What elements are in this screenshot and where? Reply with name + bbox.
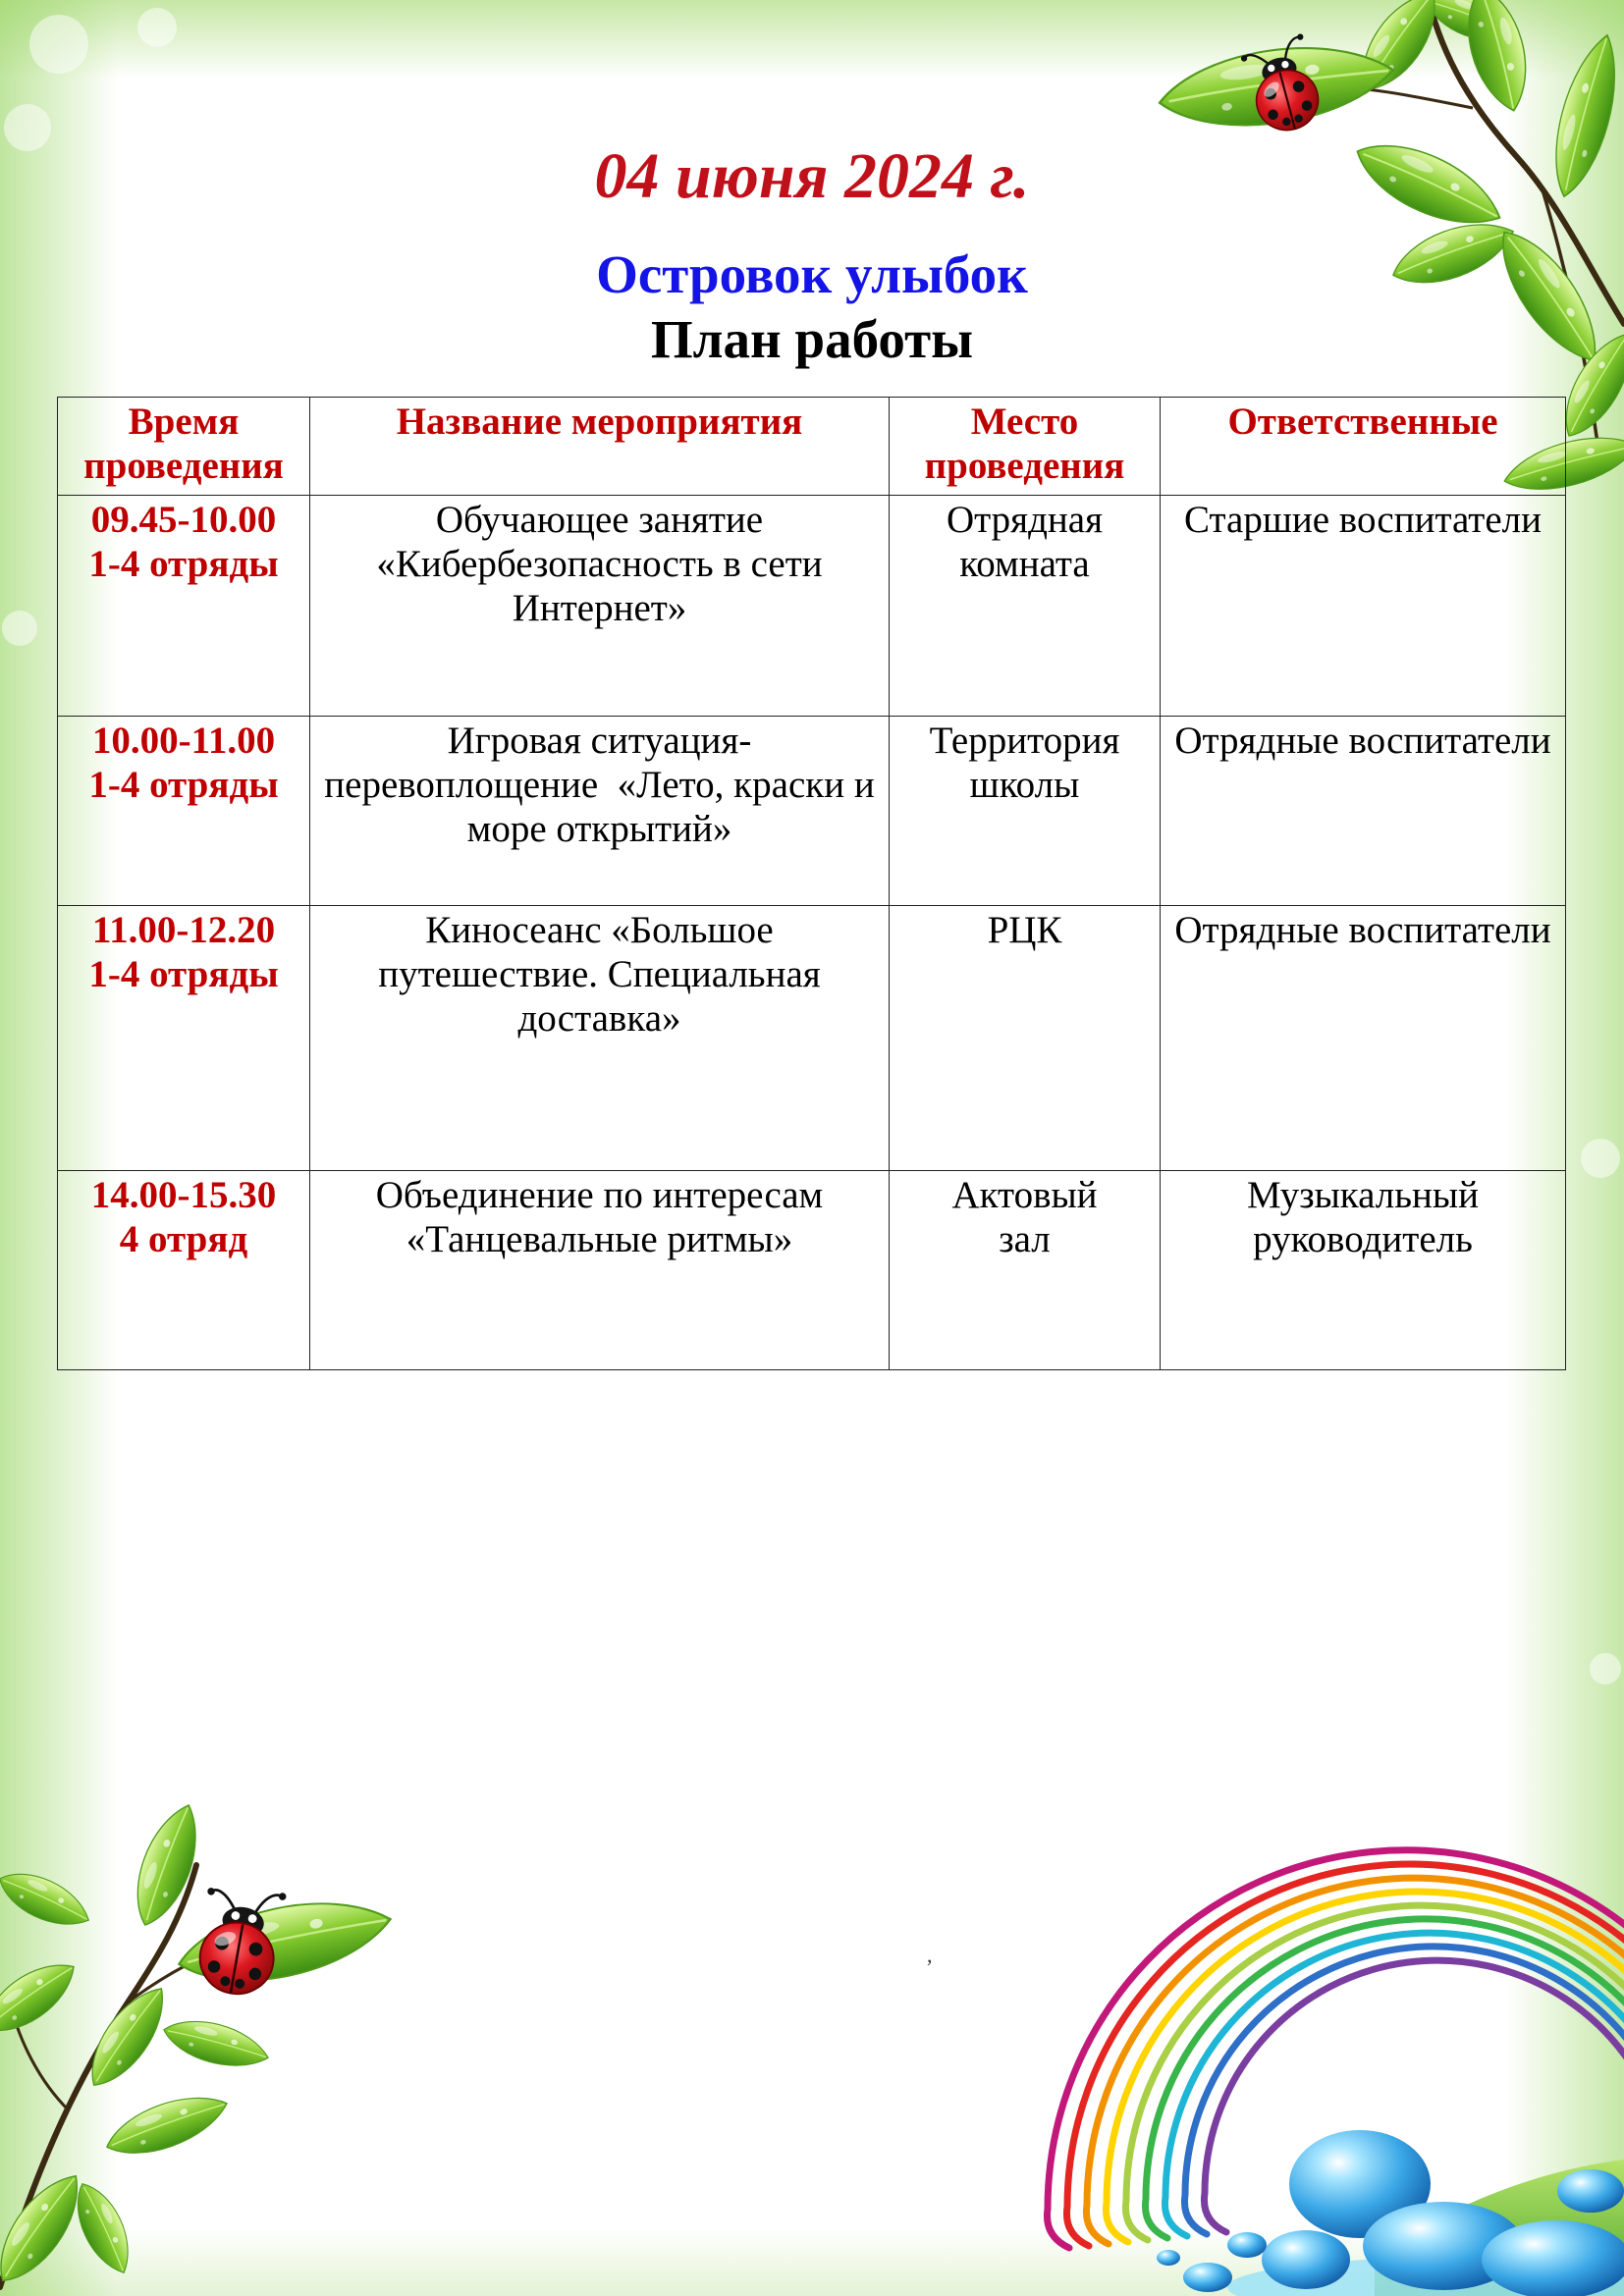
header-time: Время проведения (58, 398, 310, 496)
leaf-icon (159, 2011, 273, 2076)
water-drop-icon (1227, 2232, 1267, 2258)
leaf-icon (77, 1976, 179, 2097)
cell-time (58, 906, 310, 1171)
event-time: 14.00-15.30 (90, 1174, 277, 1216)
page-date: 04 июня 2024 г. (594, 140, 1030, 212)
header-event: Название мероприятия (310, 398, 890, 496)
decoration-bottom-left (0, 1797, 398, 2294)
water-drop-icon (1183, 2263, 1232, 2292)
table-row (58, 496, 1566, 717)
leaf-icon (99, 2083, 234, 2166)
cell-responsible: Музыкальный руководитель (1161, 1171, 1566, 1370)
event-time: 09.45-10.00 (90, 499, 277, 541)
cell-place: Отрядная комната (890, 496, 1161, 717)
cell-place: Актовый зал (890, 1171, 1161, 1370)
leaf-icon (0, 1949, 86, 2047)
event-time: 10.00-11.00 (91, 720, 276, 762)
table-row (58, 1171, 1566, 1370)
cell-event: Обучающее занятие «Кибербезопасность в сети Интернет» (310, 496, 890, 717)
table-header-row (58, 398, 1566, 496)
event-groups: 1-4 отряды (88, 543, 279, 585)
cell-responsible: Отрядные воспитатели (1161, 717, 1566, 906)
cell-responsible: Старшие воспитатели (1161, 496, 1566, 717)
cell-event: Игровая ситуация- перевоплощение «Лето, краски и море открытий» (310, 717, 890, 906)
cell-event: Объединение по интересам «Танцевальные ритмы» (310, 1171, 890, 1370)
cell-event: Киносеанс «Большое путешествие. Специальная доставка» (310, 906, 890, 1171)
event-groups: 1-4 отряды (88, 953, 279, 995)
water-drop-icon (1157, 2250, 1180, 2266)
cell-time (58, 1171, 310, 1370)
header-place: Место проведения (890, 398, 1161, 496)
leaf-icon (0, 2163, 95, 2294)
cell-time (58, 717, 310, 906)
schedule-table (57, 397, 1566, 1370)
leaf-icon (0, 1861, 97, 1938)
event-groups: 1-4 отряды (88, 764, 279, 806)
twig (1355, 88, 1473, 108)
water-drop-icon (1557, 2169, 1624, 2213)
stray-mark: , (927, 1943, 933, 1967)
cell-place: РЦК (890, 906, 1161, 1171)
cell-responsible: Отрядные воспитатели (1161, 906, 1566, 1171)
program-name: Островок улыбок (596, 244, 1028, 304)
table-row (58, 717, 1566, 906)
water-scene (1157, 2130, 1624, 2296)
table-row (58, 906, 1566, 1171)
event-groups: 4 отряд (119, 1218, 248, 1260)
event-time: 11.00-12.20 (91, 909, 276, 951)
page-heading: План работы (650, 309, 974, 369)
cell-place: Территория школы (890, 717, 1161, 906)
water-drop-icon (1262, 2230, 1350, 2289)
cell-time (58, 496, 310, 717)
header-responsible: Ответственные (1161, 398, 1566, 496)
